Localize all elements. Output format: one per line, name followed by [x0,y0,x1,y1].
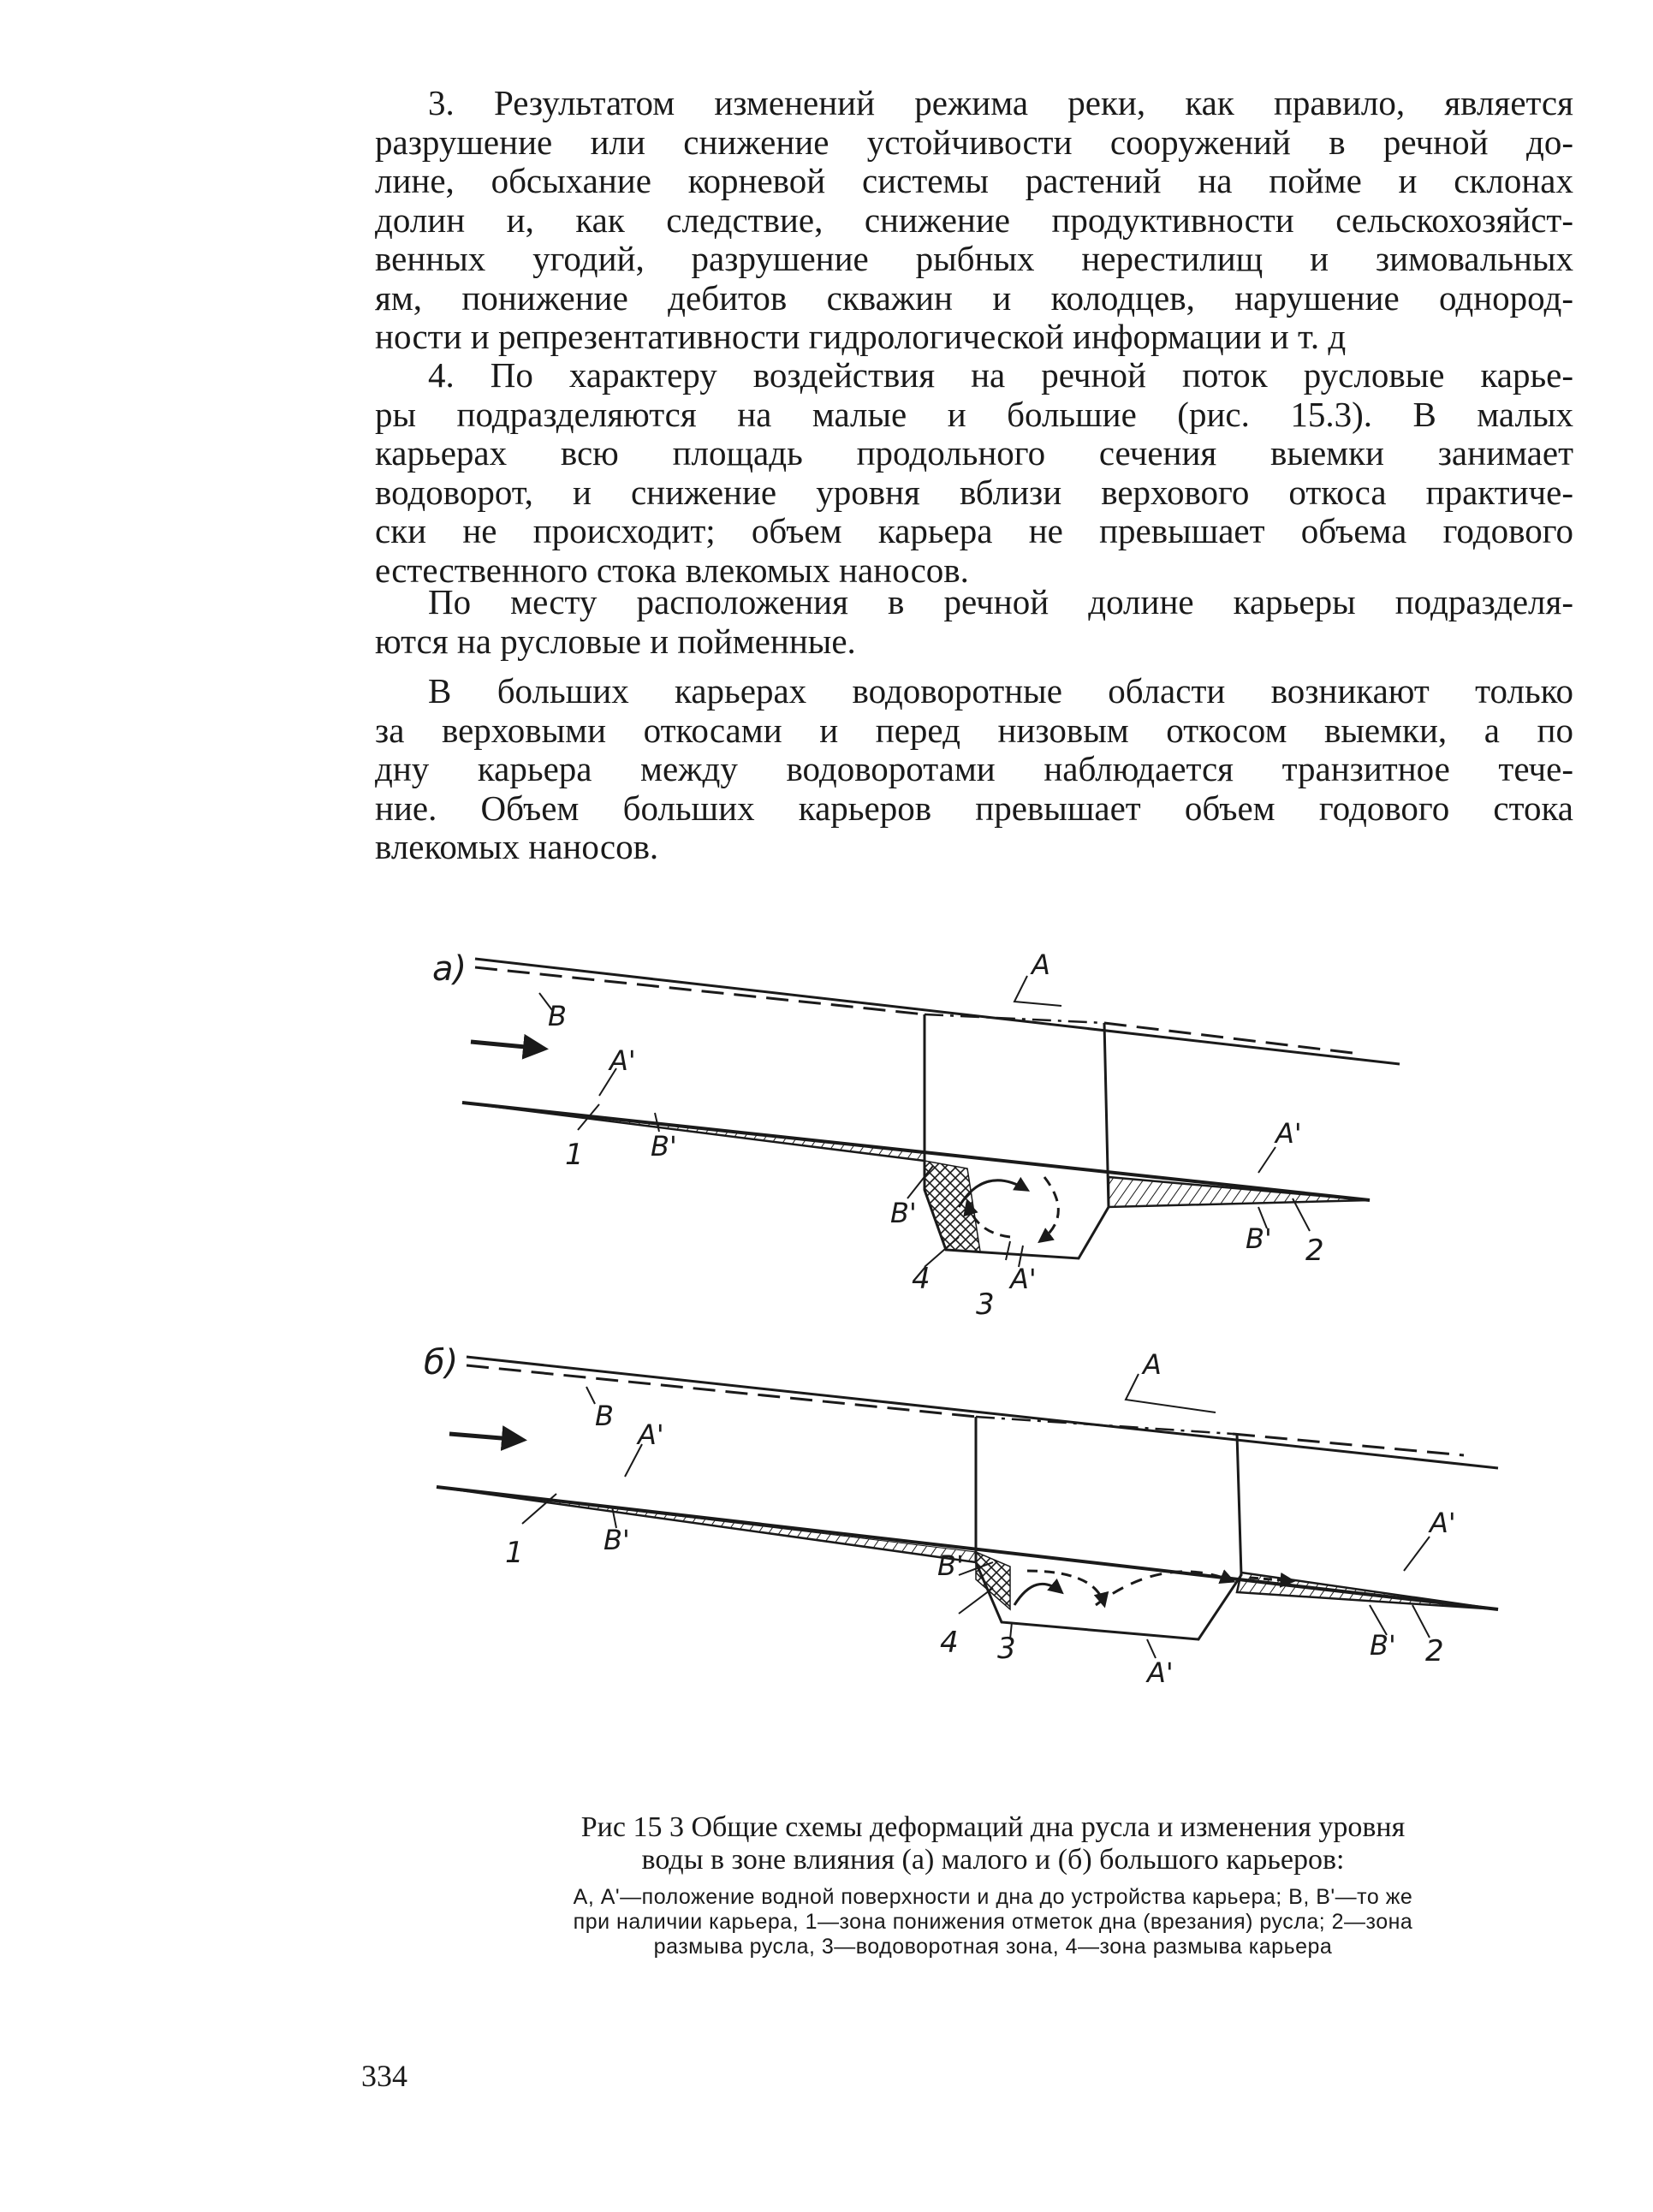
zone-2-hatch [1237,1573,1498,1609]
paragraph-text [375,356,1573,590]
label-B-prime-right: B' [1246,1222,1272,1255]
text-line: 4. По характеру воздействия на речной поток русловые карье- [428,355,1573,395]
text-line: разрушение или снижение устойчивости сооружений в речной до- [375,122,1573,162]
leader-A-prime-4 [1404,1537,1430,1571]
text-line: лине, обсыхание корневой системы растений на пойме и склонах [375,161,1573,200]
panel-a-label: а) [432,949,467,989]
zone-4-crosshatch [925,1161,980,1252]
paragraph-text [375,84,1573,357]
caption-legend [428,1885,1558,1959]
label-B: B [595,1400,614,1432]
caption-title-line: Рис 15 3 Общие схемы деформаций дна русла и изменения уровня [580,1811,1406,1843]
paragraph-text [375,672,1573,867]
leader-A-prime-3 [1147,1639,1156,1658]
text-line: естественного стока влекомых наносов. [375,550,969,590]
label-A-prime-right: A' [1430,1507,1456,1539]
eddy-arrow [1027,1571,1104,1605]
caption-title-line: воды в зоне влияния (а) малого и (б) большого карьеров: [641,1844,1345,1876]
label-A-prime-bottom: A' [1147,1656,1174,1689]
text-line: венных угодий, разрушение рыбных нерестилищ и зимовальных [375,239,1573,278]
water-surface-A-dashdot [925,1014,1104,1023]
leader-2 [1293,1198,1310,1231]
water-surface-A [467,1357,1498,1468]
caption-legend-line: при наличии карьера, 1—зона понижения отметок дна (врезания) русла; 2—зона [573,1910,1413,1934]
zone-2-hatch [1109,1177,1370,1207]
label-B-prime: B' [651,1130,677,1162]
text-line: водоворот, и снижение уровня вблизи верхового откоса практиче- [375,472,1573,512]
leader-B [586,1387,595,1404]
caption-legend-line: А, А'—положение водной поверхности и дна до устройства карьера; В, В'—то же [573,1885,1413,1909]
text-line: ние. Объем больших карьеров превышает объем годового стока [375,788,1573,828]
label-3: 3 [997,1632,1016,1666]
panel-b-label: б) [424,1343,459,1382]
label-A: A [1032,948,1050,981]
eddy-arrow [1040,1177,1058,1241]
label-2: 2 [1305,1234,1324,1268]
caption-legend-line: размыва русла, 3—водоворотная зона, 4—зона размыва карьера [653,1935,1333,1959]
label-1: 1 [505,1536,524,1570]
label-B: B [548,1000,567,1032]
water-surface-B-down [1104,1023,1353,1053]
water-surface-B [467,1365,976,1417]
paragraph-text [375,583,1573,661]
label-A-prime-bottom: A' [1010,1263,1037,1295]
text-line: В больших карьерах водоворотные области возникают только [428,671,1573,711]
deformation-diagram [411,942,1541,1781]
text-line: ски не происходит; объем карьера не превышает объема годового [375,511,1573,550]
figure-15-3 [411,942,1541,1781]
text-line: ям, понижение дебитов скважин и колодцев, нарушение однород- [375,277,1573,318]
text-line: ются на русловые и пойменные. [375,621,856,661]
text-line: ры подразделяются на малые и большие (рис. 15.3). В малых [375,394,1573,434]
label-2: 2 [1425,1634,1444,1668]
label-A: A [1143,1348,1162,1381]
label-B-prime-left: B' [890,1197,917,1229]
panel-a [432,948,1400,1322]
label-B-prime: B' [604,1524,630,1556]
text-line: 3. Результатом изменений режима реки, как правило, является [428,83,1573,122]
page-number: 334 [361,2059,407,2093]
panel-b [424,1343,1498,1689]
bed-B-prime [462,1103,925,1161]
text-line: ности и репрезентативности гидрологической информации и т. д [375,317,1347,356]
text-line: По месту расположения в речной долине карьеры подразделя- [428,582,1573,621]
paragraph-3 [375,84,1573,357]
leader-4 [959,1588,993,1614]
text-line: влекомых наносов. [375,827,659,866]
label-3: 3 [976,1287,995,1322]
water-surface-B [475,967,925,1014]
label-A-prime: A' [609,1044,636,1077]
figure-caption [428,1811,1558,1959]
flow-arrow [471,1042,544,1049]
paragraph-location [375,583,1573,661]
label-B-prime-left: B' [937,1549,964,1582]
text-line: дну карьера между водоворотами наблюдается транзитное тече- [375,749,1573,788]
quarry-pit [976,1417,1241,1639]
label-A-prime: A' [638,1418,664,1451]
paragraph-4 [375,356,1573,590]
caption-title [428,1811,1558,1876]
text-line: карьерах всю площадь продольного сечения выемки занимает [375,433,1573,473]
flow-arrow [449,1434,522,1440]
label-1: 1 [565,1138,584,1172]
paragraph-large-quarries [375,672,1573,867]
label-4: 4 [940,1626,959,1660]
leader-A [1126,1374,1216,1412]
label-A-prime-right: A' [1275,1117,1302,1150]
leader-2 [1412,1605,1430,1638]
leader-3 [1006,1241,1010,1260]
eddy-arrow [1014,1584,1061,1605]
label-4: 4 [912,1262,931,1296]
text-line: за верховыми откосами и перед низовым откосом выемки, а по [375,710,1573,750]
text-line: долин и, как следствие, снижение продуктивности сельскохозяйст- [375,199,1573,240]
label-B-prime-right: B' [1370,1629,1396,1662]
leader-A-prime-4 [1258,1147,1275,1173]
